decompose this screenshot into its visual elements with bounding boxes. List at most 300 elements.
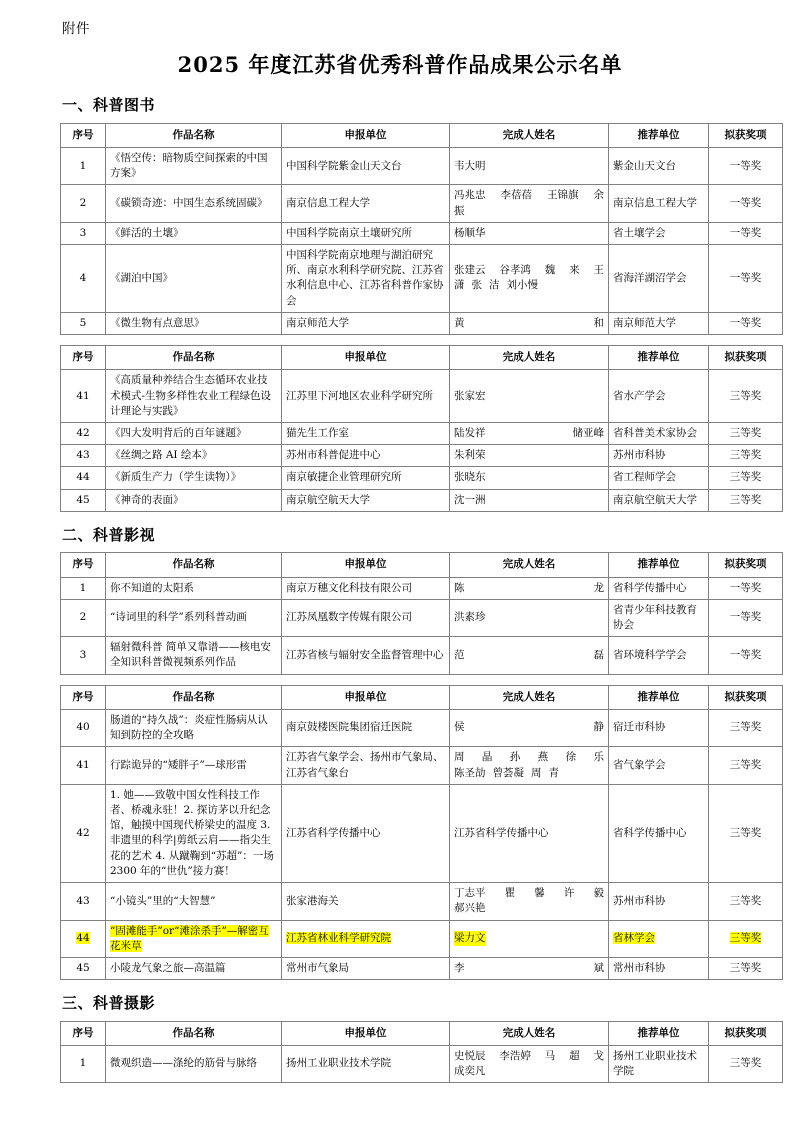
cell-text: 《湖泊中国》 (110, 271, 173, 284)
author-name-list (454, 961, 604, 976)
table-header-row (61, 685, 783, 709)
cell-no (61, 920, 106, 957)
author-name: 洁 (489, 279, 500, 292)
cell-text: 43 (76, 894, 90, 907)
column-header-work-name: 作品名称 (106, 685, 282, 709)
author-name: 朱利荣 (454, 449, 486, 462)
cell-text: 你不知道的太阳系 (110, 581, 194, 594)
author-name: 侯 (454, 721, 465, 734)
cell-text: 省气象学会 (613, 758, 666, 771)
table-header-row (61, 346, 783, 370)
column-header-award: 拟获奖项 (709, 123, 783, 147)
author-name-list (454, 263, 604, 293)
cell-text: 猫先生工作室 (286, 426, 349, 439)
author-name: 范 (454, 648, 465, 661)
column-header-authors: 完成人姓名 (450, 123, 609, 147)
author-name: 储亚峰 (572, 426, 604, 439)
column-header-authors: 完成人姓名 (450, 553, 609, 577)
cell-text: 3 (79, 226, 87, 239)
cell-text: 《微生物有点意思》 (110, 316, 205, 329)
cell-award (709, 957, 783, 979)
cell-authors (450, 577, 609, 599)
column-header-award: 拟获奖项 (709, 1021, 783, 1045)
cell-declaring-unit (282, 747, 450, 784)
author-name: 成奕凡 (454, 1065, 486, 1078)
cell-text: 《悟空传：暗物质空间探索的中国方案》 (110, 151, 268, 180)
cell-text: 江苏里下河地区农业科学研究所 (286, 389, 433, 402)
cell-text: 44 (76, 471, 90, 484)
cell-award (709, 147, 783, 184)
cell-text: 省科学传播中心 (613, 581, 687, 594)
cell-text: 42 (76, 426, 90, 439)
cell-text: 南京信息工程大学 (286, 196, 370, 209)
cell-award (709, 784, 783, 882)
cell-award (709, 883, 783, 920)
column-header-no: 序号 (61, 123, 106, 147)
cell-work-name (106, 222, 282, 244)
author-name: 磊 (593, 648, 604, 661)
cell-no (61, 489, 106, 511)
cell-work-name (106, 784, 282, 882)
author-name: 梁力文 (454, 931, 486, 946)
column-header-no: 序号 (61, 1021, 106, 1045)
cell-no (61, 467, 106, 489)
cell-declaring-unit (282, 883, 450, 920)
table-row (61, 489, 783, 511)
cell-award (709, 747, 783, 784)
cell-authors (450, 422, 609, 444)
table-row (61, 920, 783, 957)
author-name-list (454, 931, 604, 946)
cell-no (61, 185, 106, 222)
table-row (61, 747, 783, 784)
cell-no (61, 422, 106, 444)
author-name: 黄 (454, 316, 465, 329)
cell-authors (450, 445, 609, 467)
column-header-declaring-unit: 申报单位 (282, 346, 450, 370)
author-name-list (454, 720, 604, 735)
author-name: 王 (593, 264, 604, 277)
author-name: 徐 (565, 751, 577, 764)
cell-text: 一等奖 (729, 611, 762, 624)
author-name: 张建云 (454, 264, 486, 277)
table-row (61, 957, 783, 979)
cell-authors (450, 883, 609, 920)
column-header-work-name: 作品名称 (106, 1021, 282, 1045)
author-name: 戈 (593, 1049, 604, 1062)
cell-award (709, 312, 783, 334)
cell-text: 一等奖 (729, 271, 762, 284)
cell-recommending-unit (609, 245, 709, 313)
author-name: 静 (593, 721, 604, 734)
table-row (61, 422, 783, 444)
author-name: 王锦旗 (547, 189, 579, 202)
cell-no (61, 312, 106, 334)
cell-work-name (106, 957, 282, 979)
column-header-work-name: 作品名称 (106, 346, 282, 370)
column-header-award: 拟获奖项 (709, 553, 783, 577)
cell-recommending-unit (609, 1045, 709, 1082)
author-name: 郝兴艳 (454, 902, 486, 915)
cell-text: 《鲜活的土壤》 (110, 226, 184, 239)
column-header-recommending-unit: 推荐单位 (609, 553, 709, 577)
cell-work-name (106, 370, 282, 423)
column-header-recommending-unit: 推荐单位 (609, 685, 709, 709)
cell-text: 45 (76, 493, 90, 506)
author-name-list (454, 648, 604, 663)
cell-text: 《神奇的表面》 (110, 493, 184, 506)
cell-text: 1 (79, 581, 87, 594)
cell-text: 2 (79, 196, 87, 209)
author-name: 韦大明 (454, 159, 486, 172)
cell-text: “诗词里的科学”系列科普动画 (110, 611, 247, 624)
author-name: 燕 (537, 751, 549, 764)
cell-no (61, 445, 106, 467)
cell-work-name (106, 1045, 282, 1082)
cell-award (709, 577, 783, 599)
cell-authors (450, 1045, 609, 1082)
author-name-list (454, 581, 604, 596)
cell-text: 三等奖 (729, 426, 762, 439)
table-header-row (61, 123, 783, 147)
cell-no (61, 709, 106, 746)
cell-authors (450, 957, 609, 979)
author-name: 来 (569, 264, 580, 277)
author-name: 谷孝鸿 (499, 264, 531, 277)
cell-award (709, 1045, 783, 1082)
cell-text: 扬州工业职业技术学院 (286, 1057, 391, 1070)
cell-declaring-unit (282, 147, 450, 184)
award-table (60, 345, 783, 512)
author-name: 魏 (544, 264, 556, 277)
cell-award (709, 445, 783, 467)
cell-authors (450, 920, 609, 957)
cell-text: 省工程师学会 (613, 471, 676, 484)
cell-text: 南京鼓楼医院集团宿迁医院 (286, 721, 412, 734)
column-header-no: 序号 (61, 346, 106, 370)
cell-no (61, 370, 106, 423)
author-name-list (454, 159, 604, 174)
column-header-declaring-unit: 申报单位 (282, 553, 450, 577)
cell-recommending-unit (609, 920, 709, 957)
cell-authors (450, 147, 609, 184)
cell-award (709, 422, 783, 444)
award-table (60, 685, 783, 981)
cell-no (61, 599, 106, 636)
cell-text: 江苏凤凰数字传媒有限公司 (286, 611, 412, 624)
cell-text: 省水产学会 (613, 389, 666, 402)
author-name: 毅 (593, 887, 604, 900)
cell-award (709, 222, 783, 244)
author-name: 丁志平 (454, 887, 486, 900)
cell-recommending-unit (609, 784, 709, 882)
cell-work-name (106, 599, 282, 636)
cell-text: “固滩能手”or“滩涂杀手”—解密互花米草 (110, 924, 269, 952)
cell-authors (450, 370, 609, 423)
cell-award (709, 920, 783, 957)
author-name: 张 (471, 279, 482, 292)
author-name-list (454, 1049, 604, 1079)
author-name: 江苏省科学传播中心 (454, 826, 549, 839)
cell-work-name (106, 312, 282, 334)
author-name: 沈一洲 (454, 493, 486, 506)
cell-declaring-unit (282, 370, 450, 423)
cell-no (61, 883, 106, 920)
author-name: 龙 (593, 581, 604, 594)
cell-no (61, 1045, 106, 1082)
cell-text: 三等奖 (729, 389, 762, 402)
column-header-authors: 完成人姓名 (450, 1021, 609, 1045)
column-header-authors: 完成人姓名 (450, 685, 609, 709)
cell-text: 肠道的“持久战”：炎症性肠病从认知到防控的全攻略 (110, 713, 268, 742)
cell-declaring-unit (282, 957, 450, 979)
cell-authors (450, 637, 609, 674)
cell-declaring-unit (282, 1045, 450, 1082)
author-name-list (454, 426, 604, 441)
cell-text: 41 (76, 758, 90, 771)
author-name: 瞿 (504, 887, 516, 900)
cell-authors (450, 489, 609, 511)
table-row (61, 147, 783, 184)
cell-recommending-unit (609, 185, 709, 222)
cell-no (61, 784, 106, 882)
cell-text: 辐射微科普 简单又靠谱——核电安全知识科普微视频系列作品 (110, 641, 271, 669)
cell-text: 3 (79, 648, 87, 661)
cell-text: 《高质量种养结合生态循环农业技术模式-生物多样性农业工程绿色设计理论与实践》 (110, 374, 272, 417)
author-name-list (454, 493, 604, 508)
cell-work-name (106, 445, 282, 467)
award-table (60, 1021, 783, 1084)
cell-text: 微观织造——涤纶的筋骨与脉络 (110, 1057, 257, 1070)
cell-text: 苏州市科普促进中心 (286, 449, 381, 462)
cell-work-name (106, 920, 282, 957)
cell-recommending-unit (609, 957, 709, 979)
author-name: 振 (454, 204, 465, 217)
author-name: 刘小慢 (506, 279, 538, 292)
cell-work-name (106, 185, 282, 222)
cell-authors (450, 245, 609, 313)
cell-text: 三等奖 (729, 471, 762, 484)
cell-recommending-unit (609, 747, 709, 784)
author-name: 张家宏 (454, 389, 486, 402)
cell-text: 40 (76, 721, 90, 734)
table-header-row (61, 1021, 783, 1045)
cell-text: 中国科学院紫金山天文台 (286, 159, 402, 172)
table-row (61, 1045, 783, 1082)
cell-declaring-unit (282, 312, 450, 334)
cell-text: 一等奖 (729, 226, 762, 239)
author-name: 余 (593, 189, 604, 202)
cell-text: 5 (79, 316, 87, 329)
column-header-recommending-unit: 推荐单位 (609, 346, 709, 370)
cell-text: 44 (76, 932, 90, 945)
cell-text: 4 (79, 271, 87, 284)
cell-text: 三等奖 (729, 758, 762, 771)
author-name: 冯兆忠 (454, 189, 486, 202)
author-name: 孙 (509, 751, 521, 764)
cell-text: 43 (76, 449, 90, 462)
cell-text: 中国科学院南京土壤研究所 (286, 226, 412, 239)
author-name: 许 (563, 887, 575, 900)
cell-work-name (106, 637, 282, 674)
cell-text: 一等奖 (729, 648, 762, 661)
cell-text: 一等奖 (729, 316, 762, 329)
cell-no (61, 222, 106, 244)
table-row (61, 467, 783, 489)
author-name: 李 (454, 961, 465, 974)
author-name: 馨 (534, 887, 545, 900)
cell-text: 中国科学院南京地理与湖泊研究所、南京水利科学研究院、江苏省水利信息中心、江苏省科普作家协会 (286, 249, 444, 307)
cell-recommending-unit (609, 147, 709, 184)
author-name: 李蓓蓓 (500, 189, 532, 202)
cell-text: 三等奖 (729, 894, 762, 907)
cell-text: 三等奖 (729, 493, 762, 506)
table-row (61, 577, 783, 599)
author-name: 史悦辰 (454, 1049, 486, 1062)
table-row (61, 222, 783, 244)
cell-text: 江苏省核与辐射安全监督管理中心 (286, 648, 444, 661)
author-name: 斌 (593, 961, 604, 974)
cell-declaring-unit (282, 185, 450, 222)
author-name: 陈圣劼 (454, 766, 486, 779)
cell-text: 苏州市科协 (613, 449, 666, 462)
cell-work-name (106, 245, 282, 313)
cell-text: 南京师范大学 (286, 316, 349, 329)
cell-text: 45 (76, 961, 90, 974)
cell-text: 省科学传播中心 (613, 826, 687, 839)
cell-text: 江苏省气象学会、扬州市气象局、江苏省气象台 (286, 751, 444, 779)
cell-recommending-unit (609, 709, 709, 746)
cell-text: 《新质生产力（学生读物）》 (110, 471, 242, 484)
cell-text: 苏州市科协 (613, 894, 666, 907)
cell-text: 省土壤学会 (613, 226, 666, 239)
cell-text: 省环境科学学会 (613, 648, 687, 661)
author-name: 青 (548, 766, 559, 779)
cell-text: 省青少年科技教育协会 (613, 603, 697, 631)
author-name: 张晓东 (454, 471, 486, 484)
cell-text: 三等奖 (729, 932, 762, 945)
table-row (61, 784, 783, 882)
author-name-list (454, 610, 604, 625)
cell-award (709, 185, 783, 222)
cell-text: 2 (79, 611, 87, 624)
cell-authors (450, 467, 609, 489)
cell-declaring-unit (282, 599, 450, 636)
cell-text: 1. 她——致敬中国女性科技工作者、桥魂永驻！2. 探访茅以升纪念馆，触摸中国现代桥梁史的温度 3. 非遗里的科学|剪纸云肩——指尖生花的艺术 4. 从蹴鞠到“苏超”：一场 2300 年的“世仇”接力赛！ (110, 788, 274, 877)
cell-text: 小陵龙气象之旅—高温篇 (110, 961, 226, 974)
cell-text: 三等奖 (729, 721, 762, 734)
cell-recommending-unit (609, 637, 709, 674)
cell-authors (450, 784, 609, 882)
award-table (60, 552, 783, 674)
table-row (61, 370, 783, 423)
cell-text: 41 (76, 389, 90, 402)
cell-recommending-unit (609, 222, 709, 244)
cell-text: 张家港海关 (286, 894, 339, 907)
author-name: 马 (544, 1049, 556, 1062)
cell-declaring-unit (282, 784, 450, 882)
cell-text: 一等奖 (729, 196, 762, 209)
cell-declaring-unit (282, 467, 450, 489)
author-name: 杨顺华 (454, 226, 486, 239)
cell-declaring-unit (282, 422, 450, 444)
cell-recommending-unit (609, 370, 709, 423)
cell-no (61, 577, 106, 599)
table-row (61, 185, 783, 222)
cell-text: 江苏省科学传播中心 (286, 826, 381, 839)
column-header-recommending-unit: 推荐单位 (609, 1021, 709, 1045)
cell-text: 三等奖 (729, 449, 762, 462)
author-name: 晶 (481, 751, 493, 764)
author-name: 周 (454, 751, 465, 764)
cell-text: 南京航空航天大学 (286, 493, 370, 506)
author-name: 乐 (593, 751, 604, 764)
cell-text: 1 (79, 1057, 87, 1070)
column-header-work-name: 作品名称 (106, 123, 282, 147)
cell-award (709, 245, 783, 313)
author-name: 周 (531, 766, 542, 779)
cell-authors (450, 747, 609, 784)
cell-recommending-unit (609, 599, 709, 636)
section-heading: 三、科普摄影 (62, 994, 156, 1013)
cell-text: 三等奖 (729, 1057, 762, 1070)
cell-text: 南京敏捷企业管理研究所 (286, 471, 402, 484)
attachment-label: 附件 (62, 21, 90, 37)
cell-text: 常州市气象局 (286, 961, 349, 974)
column-header-recommending-unit: 推荐单位 (609, 123, 709, 147)
cell-recommending-unit (609, 489, 709, 511)
author-name-list (454, 188, 604, 218)
table-row (61, 599, 783, 636)
author-name: 陆发祥 (454, 426, 486, 439)
author-name: 陈 (454, 581, 465, 594)
cell-authors (450, 599, 609, 636)
author-name: 潇 (454, 279, 465, 292)
cell-recommending-unit (609, 445, 709, 467)
author-name: 曾荟凝 (492, 766, 524, 779)
cell-text: 扬州工业职业技术学院 (613, 1049, 697, 1078)
cell-recommending-unit (609, 312, 709, 334)
cell-recommending-unit (609, 577, 709, 599)
cell-authors (450, 222, 609, 244)
author-name-list (454, 826, 604, 841)
cell-text: 南京师范大学 (613, 316, 676, 329)
cell-text: 南京航空航天大学 (613, 493, 697, 506)
author-name-list (454, 448, 604, 463)
cell-text: 三等奖 (729, 826, 762, 839)
cell-text: 常州市科协 (613, 961, 666, 974)
column-header-declaring-unit: 申报单位 (282, 685, 450, 709)
cell-text: 省科普美术家协会 (613, 426, 697, 439)
cell-text: 《丝绸之路 AI 绘本》 (110, 449, 213, 462)
cell-award (709, 370, 783, 423)
cell-recommending-unit (609, 883, 709, 920)
cell-work-name (106, 467, 282, 489)
cell-no (61, 747, 106, 784)
cell-authors (450, 185, 609, 222)
column-header-no: 序号 (61, 685, 106, 709)
cell-text: 42 (76, 826, 90, 839)
column-header-award: 拟获奖项 (709, 685, 783, 709)
cell-text: 省林学会 (613, 932, 655, 945)
cell-no (61, 637, 106, 674)
cell-text: 《碳锁奇迹：中国生态系统固碳》 (110, 196, 268, 209)
cell-declaring-unit (282, 222, 450, 244)
author-name-list (454, 886, 604, 916)
cell-award (709, 599, 783, 636)
cell-declaring-unit (282, 637, 450, 674)
cell-authors (450, 709, 609, 746)
